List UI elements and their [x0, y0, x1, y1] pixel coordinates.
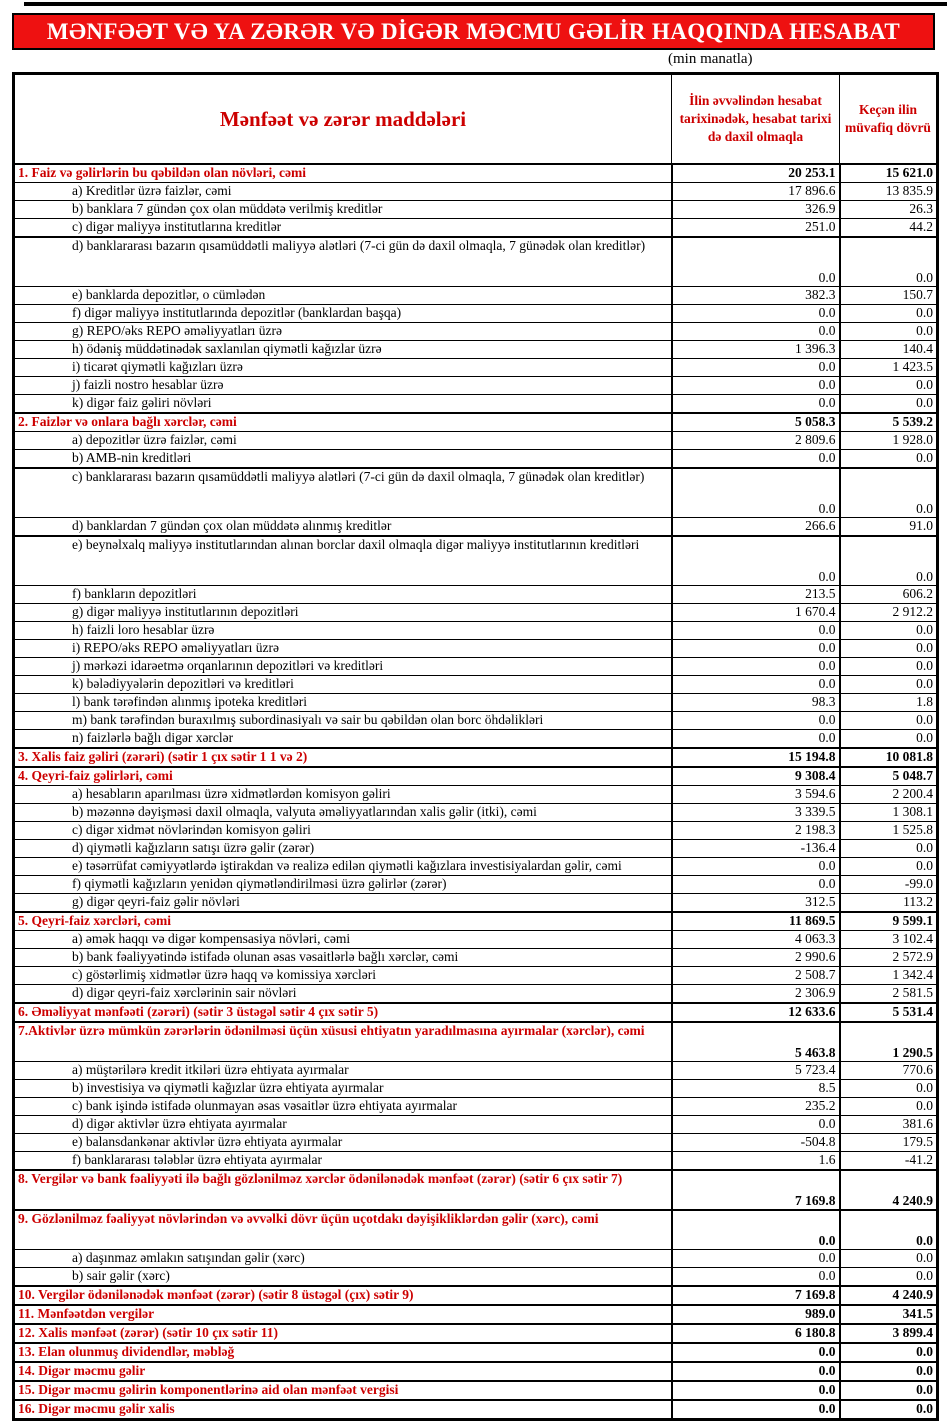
header-items-column: Mənfəət və zərər maddələri	[14, 74, 672, 165]
row-value-previous: 1 290.5	[840, 1022, 938, 1062]
row-value-previous: 1 342.4	[840, 967, 938, 985]
row-value-previous: 0.0	[840, 1098, 938, 1116]
row-label: e) balansdankənar aktivlər üzrə ehtiyata ayırmalar	[14, 1134, 672, 1152]
row-value-previous: 5 539.2	[840, 413, 938, 432]
row-value-previous: 5 531.4	[840, 1003, 938, 1022]
row-value-previous: 0.0	[840, 450, 938, 469]
row-label: 1. Faiz və gəlirlərin bu qəbildən olan növləri, cəmi	[14, 164, 672, 183]
row-value-previous: 0.0	[840, 858, 938, 876]
row-value-previous: 0.0	[840, 395, 938, 414]
row-label: i) REPO/əks REPO əməliyyatları üzrə	[14, 640, 672, 658]
table-row	[14, 876, 938, 894]
row-value-previous: 3 899.4	[840, 1324, 938, 1343]
row-value-current: 326.9	[672, 201, 840, 219]
row-label: b) banklara 7 gündən çox olan müddətə verilmiş kreditlər	[14, 201, 672, 219]
row-value-previous: 0.0	[840, 237, 938, 287]
row-label: e) banklarda depozitlər, o cümlədən	[14, 287, 672, 305]
row-value-current: 0.0	[672, 323, 840, 341]
row-value-previous: 4 240.9	[840, 1170, 938, 1210]
row-label: d) qiymətli kağızların satışı üzrə gəlir (zərər)	[14, 840, 672, 858]
row-label: 9. Gözlənilməz fəaliyyət növlərindən və əvvəlki dövr üçün uçotdakı dəyişikliklərdən gəlir (xərc), cəmi	[14, 1210, 672, 1250]
row-value-current: 0.0	[672, 536, 840, 586]
row-value-previous: 2 912.2	[840, 604, 938, 622]
table-row	[14, 237, 938, 287]
row-value-previous: 113.2	[840, 894, 938, 913]
table-row	[14, 1116, 938, 1134]
profit-loss-table	[12, 72, 939, 1421]
row-value-current: 0.0	[672, 305, 840, 323]
row-label: a) depozitlər üzrə faizlər, cəmi	[14, 432, 672, 450]
table-row	[14, 287, 938, 305]
row-label: n) faizlərlə bağlı digər xərclər	[14, 730, 672, 749]
row-value-previous: 26.3	[840, 201, 938, 219]
row-value-previous: 0.0	[840, 1268, 938, 1287]
row-label: g) digər qeyri-faiz gəlir növləri	[14, 894, 672, 913]
row-value-current: 0.0	[672, 377, 840, 395]
table-row	[14, 1268, 938, 1287]
row-value-previous: 1.8	[840, 694, 938, 712]
row-value-previous: 13 835.9	[840, 183, 938, 201]
table-row	[14, 1362, 938, 1381]
row-value-previous: 1 423.5	[840, 359, 938, 377]
row-value-current: 0.0	[672, 712, 840, 730]
row-value-previous: 2 200.4	[840, 786, 938, 804]
row-value-current: 0.0	[672, 658, 840, 676]
row-label: j) mərkəzi idarəetmə orqanlarının depozitləri və kreditləri	[14, 658, 672, 676]
row-label: 3. Xalis faiz gəliri (zərəri) (sətir 1 çıx sətir 1 1 və 2)	[14, 748, 672, 767]
row-value-previous: 140.4	[840, 341, 938, 359]
table-row	[14, 1305, 938, 1324]
row-value-previous: 1 308.1	[840, 804, 938, 822]
report-title: MƏNFƏƏT VƏ YA ZƏRƏR VƏ DİGƏR MƏCMU GƏLİR HAQQINDA HESABAT	[46, 18, 901, 44]
row-value-previous: 0.0	[840, 1210, 938, 1250]
row-value-current: 5 463.8	[672, 1022, 840, 1062]
table-row	[14, 1324, 938, 1343]
table-row	[14, 1170, 938, 1210]
table-row	[14, 949, 938, 967]
row-value-current: 0.0	[672, 676, 840, 694]
table-row	[14, 1152, 938, 1171]
row-value-current: 3 339.5	[672, 804, 840, 822]
row-value-previous: 2 572.9	[840, 949, 938, 967]
row-value-current: 312.5	[672, 894, 840, 913]
row-value-current: 2 990.6	[672, 949, 840, 967]
row-value-current: 3 594.6	[672, 786, 840, 804]
row-value-previous: 0.0	[840, 640, 938, 658]
row-value-current: 0.0	[672, 1400, 840, 1420]
table-row	[14, 518, 938, 537]
row-label: 2. Faizlər və onlara bağlı xərclər, cəmi	[14, 413, 672, 432]
row-value-current: 0.0	[672, 359, 840, 377]
row-value-current: 6 180.8	[672, 1324, 840, 1343]
table-row	[14, 586, 938, 604]
row-label: f) qiymətli kağızların yenidən qiymətləndirilməsi üzrə gəlirlər (zərər)	[14, 876, 672, 894]
row-value-current: 0.0	[672, 858, 840, 876]
row-label: a) müştərilərə kredit itkiləri üzrə ehtiyata ayırmalar	[14, 1062, 672, 1080]
table-row	[14, 183, 938, 201]
row-label: 15. Digər məcmu gəlirin komponentlərinə aid olan mənfəət vergisi	[14, 1381, 672, 1400]
table-row	[14, 395, 938, 414]
row-value-previous: 0.0	[840, 658, 938, 676]
row-value-previous: 1 525.8	[840, 822, 938, 840]
row-value-current: 0.0	[672, 1210, 840, 1250]
row-value-current: -136.4	[672, 840, 840, 858]
table-row	[14, 1400, 938, 1420]
row-label: f) digər maliyyə institutlarında depozitlər (banklardan başqa)	[14, 305, 672, 323]
table-row	[14, 767, 938, 786]
table-row	[14, 536, 938, 586]
row-value-previous: 3 102.4	[840, 931, 938, 949]
row-label: 7.Aktivlər üzrə mümkün zərərlərin ödənilməsi üçün xüsusi ehtiyatın yaradılmasına ayırmalar (xərclər), cəmi	[14, 1022, 672, 1062]
row-label: d) digər qeyri-faiz xərclərinin sair növləri	[14, 985, 672, 1004]
row-value-previous: 0.0	[840, 536, 938, 586]
row-value-current: 235.2	[672, 1098, 840, 1116]
row-label: 8. Vergilər və bank fəaliyyəti ilə bağlı gözlənilməz xərclər ödənilənədək mənfəət (zərər) (sətir 6 çıx sətir 7)	[14, 1170, 672, 1210]
row-value-current: 382.3	[672, 287, 840, 305]
row-value-current: 5 058.3	[672, 413, 840, 432]
row-label: a) Kreditlər üzrə faizlər, cəmi	[14, 183, 672, 201]
top-rule	[24, 2, 947, 6]
row-value-current: 2 508.7	[672, 967, 840, 985]
row-label: c) digər maliyyə institutlarına kreditlər	[14, 219, 672, 238]
row-value-current: 7 169.8	[672, 1286, 840, 1305]
table-row	[14, 712, 938, 730]
row-label: b) investisiya və qiymətli kağızlar üzrə ehtiyata ayırmalar	[14, 1080, 672, 1098]
table-row	[14, 840, 938, 858]
row-value-previous: 0.0	[840, 730, 938, 749]
row-value-previous: 0.0	[840, 840, 938, 858]
row-value-current: 989.0	[672, 1305, 840, 1324]
table-row	[14, 658, 938, 676]
table-row	[14, 604, 938, 622]
row-label: m) bank tərəfindən buraxılmış subordinasiyalı və sair bu qəbildən olan borc öhdəlikləri	[14, 712, 672, 730]
row-label: j) faizli nostro hesablar üzrə	[14, 377, 672, 395]
table-row	[14, 1098, 938, 1116]
row-label: a) əmək haqqı və digər kompensasiya növləri, cəmi	[14, 931, 672, 949]
table-row	[14, 432, 938, 450]
row-value-previous: 1 928.0	[840, 432, 938, 450]
row-label: a) hesabların aparılması üzrə xidmətlərdən komisyon gəliri	[14, 786, 672, 804]
row-value-previous: 15 621.0	[840, 164, 938, 183]
row-value-previous: 0.0	[840, 377, 938, 395]
row-value-current: 0.0	[672, 640, 840, 658]
row-value-previous: 0.0	[840, 1343, 938, 1362]
table-row	[14, 1134, 938, 1152]
table-row	[14, 1080, 938, 1098]
table-row	[14, 1250, 938, 1268]
row-value-current: 15 194.8	[672, 748, 840, 767]
table-row	[14, 164, 938, 183]
row-label: h) faizli loro hesablar üzrə	[14, 622, 672, 640]
table-row	[14, 786, 938, 804]
row-value-current: 12 633.6	[672, 1003, 840, 1022]
row-label: k) bələdiyyələrin depozitləri və kreditləri	[14, 676, 672, 694]
row-label: d) banklararası bazarın qısamüddətli maliyyə alətləri (7-ci gün də daxil olmaqla, 7 günədək olan kreditlər)	[14, 237, 672, 287]
row-label: d) banklardan 7 gündən çox olan müddətə alınmış kreditlər	[14, 518, 672, 537]
row-label: 11. Mənfəətdən vergilər	[14, 1305, 672, 1324]
row-value-current: 4 063.3	[672, 931, 840, 949]
row-value-current: 1 396.3	[672, 341, 840, 359]
row-value-previous: 0.0	[840, 1381, 938, 1400]
row-label: c) bank işində istifadə olunmayan əsas vəsaitlər üzrə ehtiyata ayırmalar	[14, 1098, 672, 1116]
row-value-current: 0.0	[672, 1381, 840, 1400]
row-value-previous: 44.2	[840, 219, 938, 238]
row-value-previous: 0.0	[840, 1362, 938, 1381]
row-label: 16. Digər məcmu gəlir xalis	[14, 1400, 672, 1420]
table-row	[14, 622, 938, 640]
row-label: 5. Qeyri-faiz xərcləri, cəmi	[14, 912, 672, 931]
row-value-current: 0.0	[672, 1250, 840, 1268]
row-value-previous: 2 581.5	[840, 985, 938, 1004]
row-value-current: 0.0	[672, 450, 840, 469]
header-current-period-column: İlin əvvəlindən hesabat tarixinədək, hesabat tarixi də daxil olmaqla	[672, 74, 840, 165]
row-value-previous: 150.7	[840, 287, 938, 305]
header-previous-period-column: Keçən ilin müvafiq dövrü	[840, 74, 938, 165]
row-value-previous: 0.0	[840, 712, 938, 730]
row-label: f) bankların depozitləri	[14, 586, 672, 604]
table-row	[14, 804, 938, 822]
table-row	[14, 858, 938, 876]
unit-note: (min manatla)	[668, 51, 753, 67]
row-value-current: 0.0	[672, 468, 840, 518]
row-label: 12. Xalis mənfəət (zərər) (sətir 10 çıx sətir 11)	[14, 1324, 672, 1343]
row-value-previous: 0.0	[840, 1250, 938, 1268]
row-value-current: 20 253.1	[672, 164, 840, 183]
table-row	[14, 341, 938, 359]
row-value-current: 266.6	[672, 518, 840, 537]
row-label: f) banklararası tələblər üzrə ehtiyata ayırmalar	[14, 1152, 672, 1171]
report-title-banner	[12, 13, 935, 50]
row-label: e) beynəlxalq maliyyə institutlarından alınan borclar daxil olmaqla digər maliyyə institutlarının kreditləri	[14, 536, 672, 586]
row-value-previous: 10 081.8	[840, 748, 938, 767]
row-value-previous: 0.0	[840, 676, 938, 694]
table-row	[14, 323, 938, 341]
row-value-current: 251.0	[672, 219, 840, 238]
row-value-previous: 5 048.7	[840, 767, 938, 786]
row-value-current: 8.5	[672, 1080, 840, 1098]
table-row	[14, 450, 938, 469]
row-value-previous: 606.2	[840, 586, 938, 604]
row-label: 4. Qeyri-faiz gəlirləri, cəmi	[14, 767, 672, 786]
row-value-current: 9 308.4	[672, 767, 840, 786]
row-label: a) daşınmaz əmlakın satışından gəlir (xərc)	[14, 1250, 672, 1268]
table-row	[14, 894, 938, 913]
row-label: g) REPO/əks REPO əməliyyatları üzrə	[14, 323, 672, 341]
row-value-current: 1.6	[672, 1152, 840, 1171]
row-value-current: 0.0	[672, 876, 840, 894]
report-table-body	[14, 164, 938, 1420]
table-row	[14, 468, 938, 518]
table-row	[14, 640, 938, 658]
table-row	[14, 201, 938, 219]
row-label: b) AMB-nin kreditləri	[14, 450, 672, 469]
row-value-current: 5 723.4	[672, 1062, 840, 1080]
row-value-current: 2 809.6	[672, 432, 840, 450]
table-row	[14, 676, 938, 694]
table-row	[14, 1022, 938, 1062]
table-row	[14, 967, 938, 985]
table-header-row	[14, 74, 938, 165]
table-row	[14, 305, 938, 323]
table-row	[14, 377, 938, 395]
row-value-current: 0.0	[672, 1116, 840, 1134]
row-value-current: 17 896.6	[672, 183, 840, 201]
table-row	[14, 413, 938, 432]
table-row	[14, 219, 938, 238]
row-value-previous: 341.5	[840, 1305, 938, 1324]
row-value-previous: 4 240.9	[840, 1286, 938, 1305]
table-row	[14, 1343, 938, 1362]
row-label: h) ödəniş müddətinədək saxlanılan qiymətli kağızlar üzrə	[14, 341, 672, 359]
row-value-previous: 381.6	[840, 1116, 938, 1134]
table-row	[14, 985, 938, 1004]
row-label: b) məzənnə dəyişməsi daxil olmaqla, valyuta əməliyyatlarından xalis gəlir (itki), cəmi	[14, 804, 672, 822]
table-row	[14, 359, 938, 377]
table-header	[14, 74, 938, 165]
table-row	[14, 1286, 938, 1305]
row-value-current: 0.0	[672, 237, 840, 287]
row-value-current: 0.0	[672, 1343, 840, 1362]
row-value-previous: 0.0	[840, 622, 938, 640]
row-value-previous: 0.0	[840, 305, 938, 323]
table-row	[14, 1062, 938, 1080]
row-label: 10. Vergilər ödənilənədək mənfəət (zərər) (sətir 8 üstəgəl (çıx) sətir 9)	[14, 1286, 672, 1305]
row-value-current: 0.0	[672, 1362, 840, 1381]
row-label: c) banklararası bazarın qısamüddətli maliyyə alətləri (7-ci gün də daxil olmaqla, 7 günədək olan kreditlər)	[14, 468, 672, 518]
table-row	[14, 748, 938, 767]
row-label: k) digər faiz gəliri növləri	[14, 395, 672, 414]
table-row	[14, 1003, 938, 1022]
row-label: b) bank fəaliyyətində istifadə olunan əsas vəsaitlərlə bağlı xərclər, cəmi	[14, 949, 672, 967]
row-value-previous: 91.0	[840, 518, 938, 537]
row-value-previous: 0.0	[840, 323, 938, 341]
row-value-current: 7 169.8	[672, 1170, 840, 1210]
table-row	[14, 694, 938, 712]
row-label: d) digər aktivlər üzrə ehtiyata ayırmalar	[14, 1116, 672, 1134]
table-row	[14, 822, 938, 840]
row-value-current: 0.0	[672, 622, 840, 640]
row-label: 6. Əməliyyat mənfəəti (zərəri) (sətir 3 üstəgəl sətir 4 çıx sətir 5)	[14, 1003, 672, 1022]
row-label: 13. Elan olunmuş dividendlər, məbləğ	[14, 1343, 672, 1362]
row-value-current: 213.5	[672, 586, 840, 604]
row-value-current: 0.0	[672, 395, 840, 414]
table-row	[14, 912, 938, 931]
row-value-current: 2 306.9	[672, 985, 840, 1004]
table-row	[14, 1210, 938, 1250]
table-row	[14, 730, 938, 749]
row-value-previous: 0.0	[840, 1080, 938, 1098]
row-value-previous: 0.0	[840, 1400, 938, 1420]
row-value-current: 0.0	[672, 1268, 840, 1287]
row-value-previous: 9 599.1	[840, 912, 938, 931]
row-label: i) ticarət qiymətli kağızları üzrə	[14, 359, 672, 377]
row-value-previous: 0.0	[840, 468, 938, 518]
row-label: l) bank tərəfindən alınmış ipoteka kreditləri	[14, 694, 672, 712]
row-label: b) sair gəlir (xərc)	[14, 1268, 672, 1287]
row-value-current: 11 869.5	[672, 912, 840, 931]
row-value-previous: 770.6	[840, 1062, 938, 1080]
row-value-current: 1 670.4	[672, 604, 840, 622]
row-label: 14. Digər məcmu gəlir	[14, 1362, 672, 1381]
row-value-current: 2 198.3	[672, 822, 840, 840]
table-row	[14, 931, 938, 949]
table-row	[14, 1381, 938, 1400]
row-value-previous: -99.0	[840, 876, 938, 894]
row-label: c) göstərlimiş xidmətlər üzrə haqq və komissiya xərcləri	[14, 967, 672, 985]
row-value-current: 0.0	[672, 730, 840, 749]
row-value-current: -504.8	[672, 1134, 840, 1152]
row-label: c) digər xidmət növlərindən komisyon gəliri	[14, 822, 672, 840]
row-value-current: 98.3	[672, 694, 840, 712]
row-value-previous: 179.5	[840, 1134, 938, 1152]
row-label: e) təsərrüfat cəmiyyətlərdə iştirakdan və realizə edilən qiymətli kağızlara investisiyalardan gəlir, cəmi	[14, 858, 672, 876]
row-label: g) digər maliyyə institutlarının depozitləri	[14, 604, 672, 622]
row-value-previous: -41.2	[840, 1152, 938, 1171]
